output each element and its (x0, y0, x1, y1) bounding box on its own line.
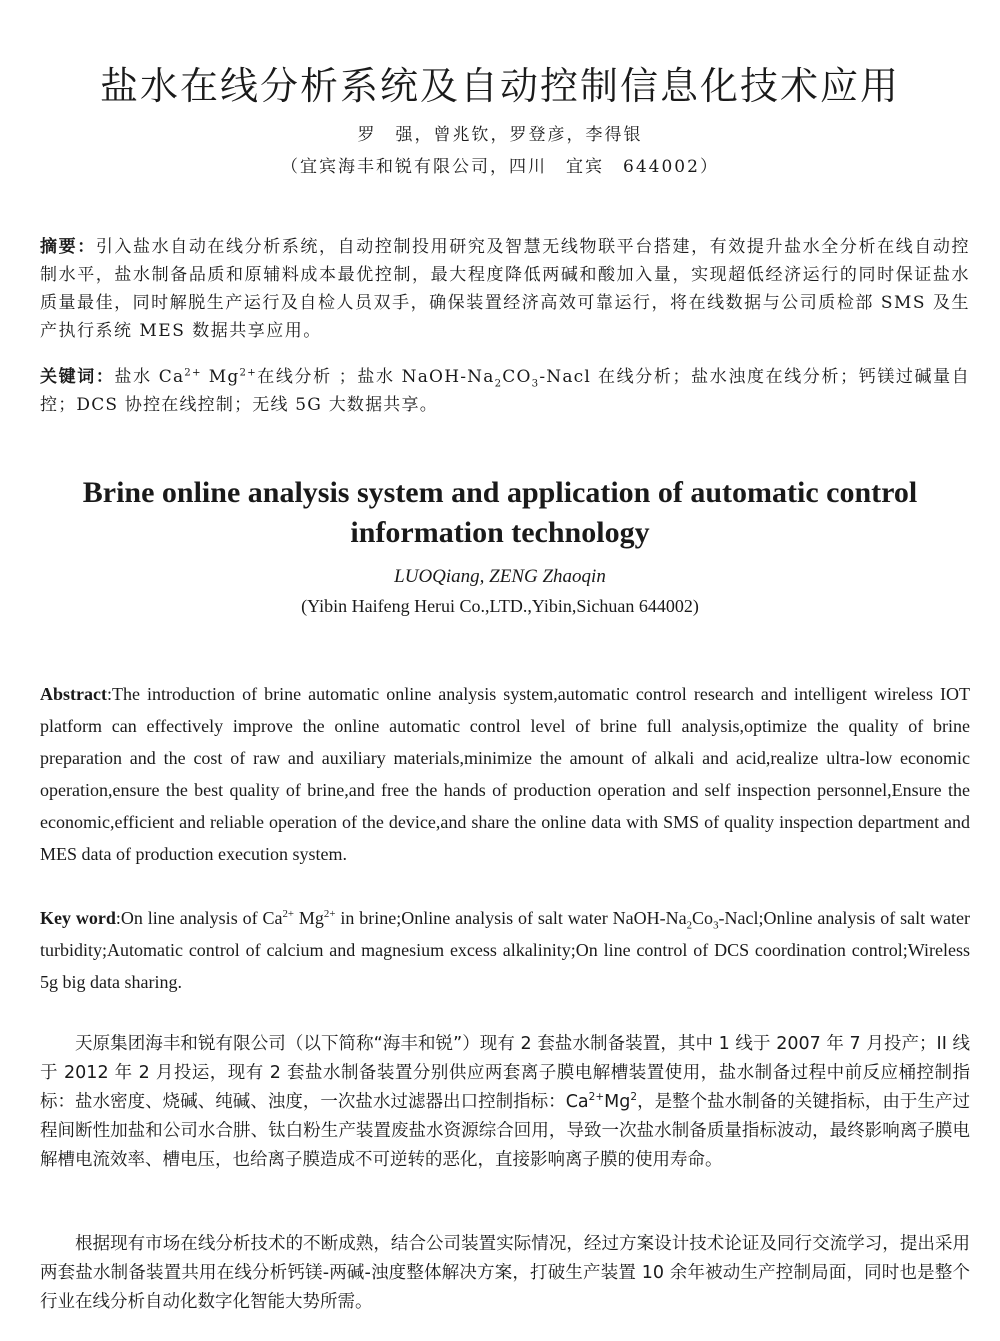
chinese-keywords-text: 在线分析 ；盐水 NaOH-Na (256, 367, 495, 387)
chinese-keywords-label: 关键词： (40, 367, 115, 387)
chinese-keywords-text: -Nacl 在线分析；盐水浊度在线分析；钙镁过碱量自控；DCS 协控在线控制；无线 5G 大数据共享。 (40, 367, 970, 415)
subscript: 2 (494, 378, 503, 390)
subscript: 3 (531, 378, 540, 390)
english-abstract-label: Abstract (40, 684, 107, 704)
english-abstract-text: :The introduction of brine automatic online analysis system,automatic control research and intelligent wireless IOT platform can effectively improve the online automatic control level of brine full analysis,optimize the quality of brine preparation and the cost of raw and auxiliary materials,minimize the amount of alkali and acid,realize ultra-low economic operation,ensure the best quality of brine,and free the hands of production operation and self inspection personnel,Ensure the economic,efficient and reliable operation of the device,and share the online data with SMS of quality inspection department and MES data of production execution system. (40, 684, 970, 864)
chinese-abstract (40, 233, 970, 345)
chinese-keywords-text: CO (502, 367, 532, 387)
english-authors: LUOQiang, ZENG Zhaoqin (394, 566, 606, 587)
superscript: 2+ (282, 908, 294, 920)
english-title: Brine online analysis system and application of automatic control information technology (82, 475, 918, 549)
chinese-keywords (40, 363, 970, 419)
body-paragraph-1 (40, 1030, 970, 1175)
superscript: 2 (630, 1090, 638, 1103)
english-keywords-text: -Nacl;Online analysis of salt water turbidity;Automatic control of calcium and magnesium excess alkalinity;On line control of DCS coordination control;Wireless 5g big data sharing. (40, 908, 970, 992)
chinese-authors: 罗 强，曾兆钦，罗登彦，李得银 (357, 125, 643, 145)
english-keywords-text: in brine;Online analysis of salt water NaOH-Na (335, 908, 687, 928)
body-text: ，是整个盐水制备的关键指标，由于生产过程间断性加盐和公司水合肼、钛白粉生产装置废盐水资源综合回用，导致一次盐水制备质量指标波动，最终影响离子膜电解槽电流效率、槽电压，也给离子膜造成不可逆转的恶化，直接影响离子膜的使用寿命。 (40, 1091, 970, 1170)
chinese-title: 盐水在线分析系统及自动控制信息化技术应用 (99, 64, 900, 109)
subscript: 3 (713, 919, 719, 932)
subscript: 2 (686, 919, 693, 932)
english-keywords (40, 902, 970, 998)
superscript: 2+ (184, 367, 202, 379)
chinese-abstract-label: 摘要： (40, 237, 96, 257)
english-keywords-label: Key word (40, 908, 116, 928)
english-keywords-text: Co (692, 908, 714, 928)
superscript: 2+ (588, 1090, 605, 1103)
english-keywords-text: :On line analysis of Ca (115, 908, 283, 928)
chinese-keywords-text: Mg (201, 367, 240, 387)
chinese-abstract-text: 引入盐水自动在线分析系统，自动控制投用研究及智慧无线物联平台搭建，有效提升盐水全分析在线自动控制水平，盐水制备品质和原辅料成本最优控制，最大程度降低两碱和酸加入量，实现超低经济运行的同时保证盐水质量最佳，同时解脱生产运行及自检人员双手，确保装置经济高效可靠运行，将在线数据与公司质检部 SMS 及生产执行系统 MES 数据共享应用。 (40, 237, 971, 341)
english-keywords-text: Mg (294, 908, 324, 928)
chinese-keywords-text: 盐水 Ca (114, 367, 185, 387)
superscript: 2+ (323, 908, 336, 920)
chinese-affiliation: （宜宾海丰和锐有限公司，四川 宜宾 644002） (281, 157, 719, 177)
english-affiliation: (Yibin Haifeng Herui Co.,LTD.,Yibin,Sichuan 644002) (301, 596, 699, 616)
english-abstract (40, 678, 970, 870)
body-paragraph-2: 根据现有市场在线分析技术的不断成熟，结合公司装置实际情况，经过方案设计技术论证及同行交流学习，提出采用两套盐水制备装置共用在线分析钙镁-两碱-浊度整体解决方案，打破生产装置 10 余年被动生产控制局面，同时也是整个行业在线分析自动化数字化智能大势所需。 (40, 1233, 970, 1312)
body-text: Mg (604, 1091, 631, 1112)
body-text: 天原集团海丰和锐有限公司（以下简称“海丰和锐”）现有 2 套盐水制备装置，其中 1 线于 2007 年 7 月投产；II 线于 2012 年 2 月投运，现有 2 套盐水制备装置分别供应两套离子膜电解槽装置使用，盐水制备过程中前反应桶控制指标：盐水密度、烧碱、纯碱、浊度，一次盐水过滤器出口控制指标：Ca (40, 1033, 970, 1112)
superscript: 2+ (239, 367, 257, 379)
